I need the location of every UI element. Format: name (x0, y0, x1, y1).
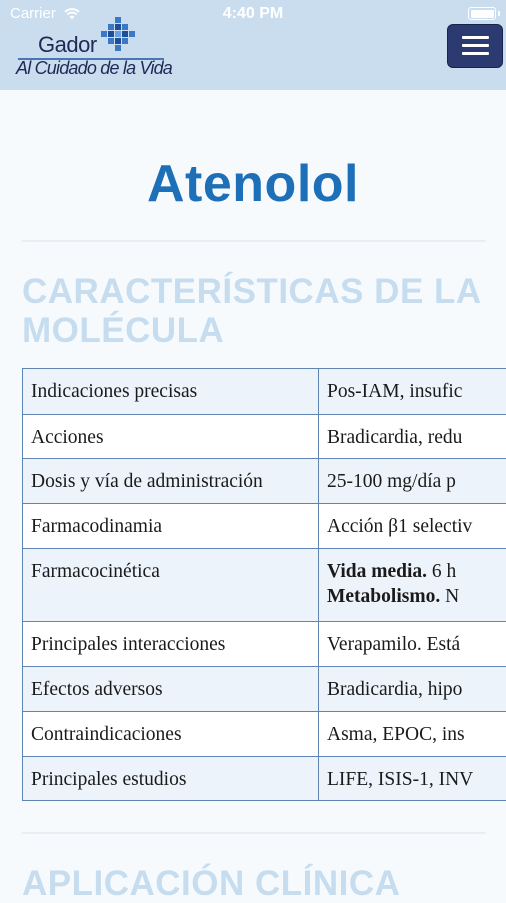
row-label: Farmacocinética (23, 549, 319, 622)
battery-icon (468, 7, 496, 20)
logo-diamond-icon (100, 16, 136, 52)
table-row (23, 667, 506, 712)
menu-line-icon (462, 52, 489, 55)
carrier-label: Carrier (10, 5, 56, 22)
row-label: Indicaciones precisas (23, 369, 319, 415)
row-label: Efectos adversos (23, 667, 319, 712)
divider (22, 240, 486, 242)
table-row (23, 757, 506, 801)
table-row (23, 415, 506, 459)
table-row (23, 622, 506, 667)
row-value: Pos-IAM, insufic (319, 369, 506, 415)
app-header (0, 0, 506, 90)
row-value: Bradicardia, redu (319, 415, 506, 459)
section-heading-molecule: CARACTERÍSTICAS DE LA MOLÉCULA (22, 272, 502, 350)
row-label: Acciones (23, 415, 319, 459)
row-value: Bradicardia, hipo (319, 667, 506, 712)
value-bold: Vida media. (327, 561, 427, 582)
menu-line-icon (462, 44, 489, 47)
hamburger-menu-button[interactable] (447, 24, 503, 68)
logo-tagline: Al Cuidado de la Vida (16, 58, 172, 79)
value-bold: Metabolismo. (327, 586, 440, 607)
page-title: Atenolol (0, 154, 506, 214)
table-row (23, 504, 506, 549)
value-text: 6 h (427, 561, 456, 582)
row-value: Asma, EPOC, ins (319, 712, 506, 757)
status-time: 4:40 PM (0, 5, 506, 23)
row-value: Verapamilo. Está (319, 622, 506, 667)
row-value: Acción β1 selectiv (319, 504, 506, 549)
row-label: Principales estudios (23, 757, 319, 801)
value-text: N (440, 586, 459, 607)
menu-line-icon (462, 36, 489, 39)
gador-logo[interactable] (14, 16, 174, 80)
section-heading-clinical: APLICACIÓN CLÍNICA (22, 864, 502, 903)
row-value: 25-100 mg/día p (319, 459, 506, 504)
table-row (23, 369, 506, 415)
logo-name: Gador (38, 32, 97, 58)
row-label: Contraindicaciones (23, 712, 319, 757)
row-value-multiline (319, 549, 506, 622)
row-label: Farmacodinamia (23, 504, 319, 549)
table-row (23, 549, 506, 622)
divider (22, 832, 486, 834)
table-row (23, 459, 506, 504)
table-row (23, 712, 506, 757)
main-content[interactable] (0, 90, 506, 900)
row-label: Principales interacciones (23, 622, 319, 667)
row-value: LIFE, ISIS-1, INV (319, 757, 506, 801)
row-label: Dosis y vía de administración (23, 459, 319, 504)
molecule-table[interactable] (22, 368, 506, 801)
